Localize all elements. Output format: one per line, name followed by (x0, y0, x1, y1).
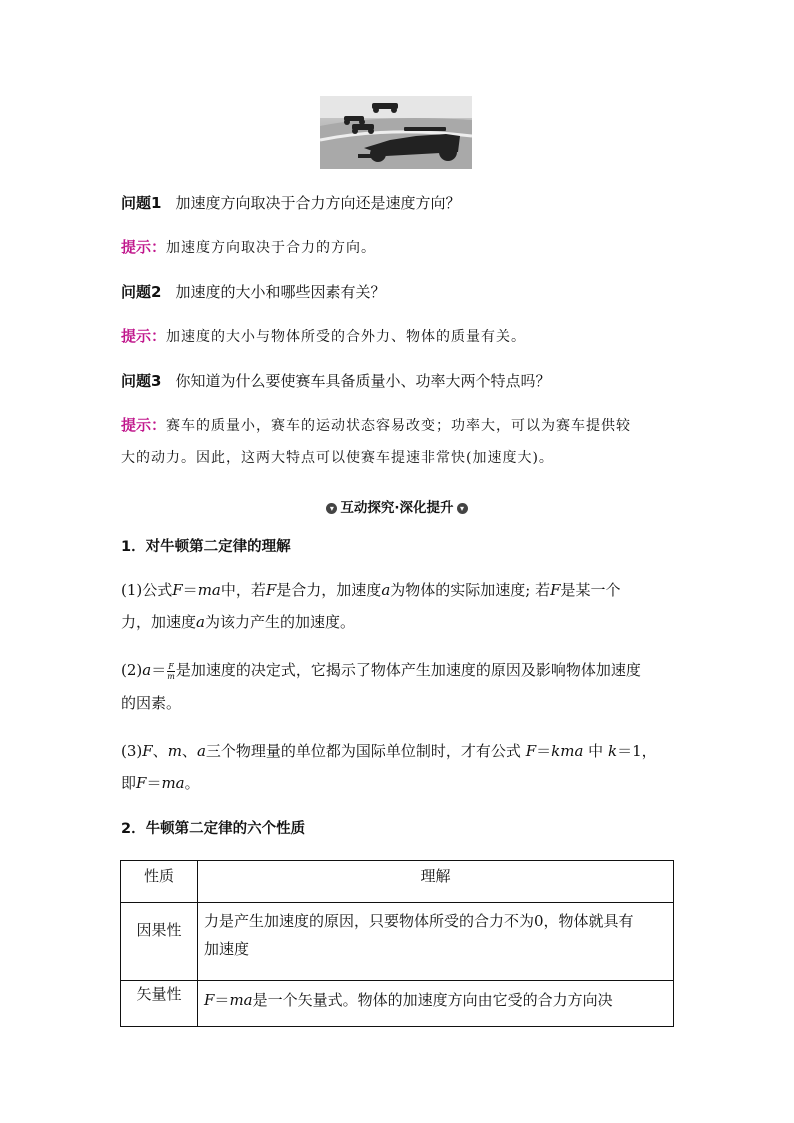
chevron-down-icon: ▾ (457, 503, 468, 514)
question-label: 问题2 (121, 283, 162, 301)
question-text: 加速度方向取决于合力方向还是速度方向？ (175, 194, 461, 212)
answer-2 (121, 325, 526, 348)
section-title (0, 496, 794, 516)
race-car-icon (320, 96, 472, 169)
question-text: 你知道为什么要使赛车具备质量小、功率大两个特点吗？ (175, 372, 551, 390)
table-header-row (121, 861, 674, 903)
tip-label: 提示： (121, 327, 167, 345)
question-label: 问题1 (121, 194, 162, 212)
table-cell: 矢量性 (121, 981, 198, 1027)
heading-2: 2．牛顿第二定律的六个性质 (121, 821, 306, 837)
question-label: 问题3 (121, 372, 162, 390)
question-text: 加速度的大小和哪些因素有关？ (175, 283, 386, 301)
paragraph-2-line-2: 的因素。 (121, 694, 182, 712)
properties-table (120, 860, 674, 1027)
table-cell: 力是产生加速度的原因，只要物体所受的合力不为0，物体就具有 加速度 (198, 903, 674, 981)
tip-text: 大的动力。因此，这两大特点可以使赛车提速非常快(加速度大)。 (121, 450, 554, 466)
paragraph-2-line-1: (2)a＝ $\frac{F}{m}$ 是加速度的决定式，它揭示了物体产生加速度的原因及影响物体加速度 (121, 661, 641, 681)
chevron-down-icon: ▾ (326, 503, 337, 514)
table-cell: F＝ma是一个矢量式。物体的加速度方向由它受的合力方向决 (198, 981, 674, 1027)
paragraph-1-line-2: 力，加速度a为该力产生的加速度。 (121, 613, 355, 631)
paragraph-3-line-2: 即F＝ma。 (121, 774, 200, 792)
answer-3-line-2 (121, 446, 554, 469)
heading-1: 1．对牛顿第二定律的理解 (121, 539, 291, 555)
question-1 (121, 192, 460, 214)
table-header: 性质 (121, 861, 198, 903)
section-title-text: 互动探究·深化提升 (340, 500, 454, 516)
table-row (121, 981, 674, 1027)
race-car-photo (320, 96, 472, 169)
answer-1 (121, 236, 376, 259)
question-2 (121, 281, 385, 303)
table-header: 理解 (198, 861, 674, 903)
answer-3 (121, 414, 631, 437)
fraction: $\frac{F}{m}$ (167, 661, 175, 681)
tip-text: 赛车的质量小，赛车的运动状态容易改变；功率大，可以为赛车提供较 (166, 418, 632, 434)
table-cell: 因果性 (121, 903, 198, 981)
paragraph-1-line-1: (1)公式F＝ma中，若F是合力，加速度a为物体的实际加速度; 若F是某一个 (121, 581, 621, 599)
table-row (121, 903, 674, 981)
question-3 (121, 370, 550, 392)
tip-text: 加速度方向取决于合力的方向。 (166, 240, 377, 256)
tip-text: 加速度的大小与物体所受的合外力、物体的质量有关。 (166, 329, 527, 345)
paragraph-3-line-1: (3)F、m、a三个物理量的单位都为国际单位制时，才有公式 F＝kma 中 k＝1， (121, 742, 657, 760)
tip-label: 提示： (121, 238, 167, 256)
tip-label: 提示： (121, 416, 167, 434)
